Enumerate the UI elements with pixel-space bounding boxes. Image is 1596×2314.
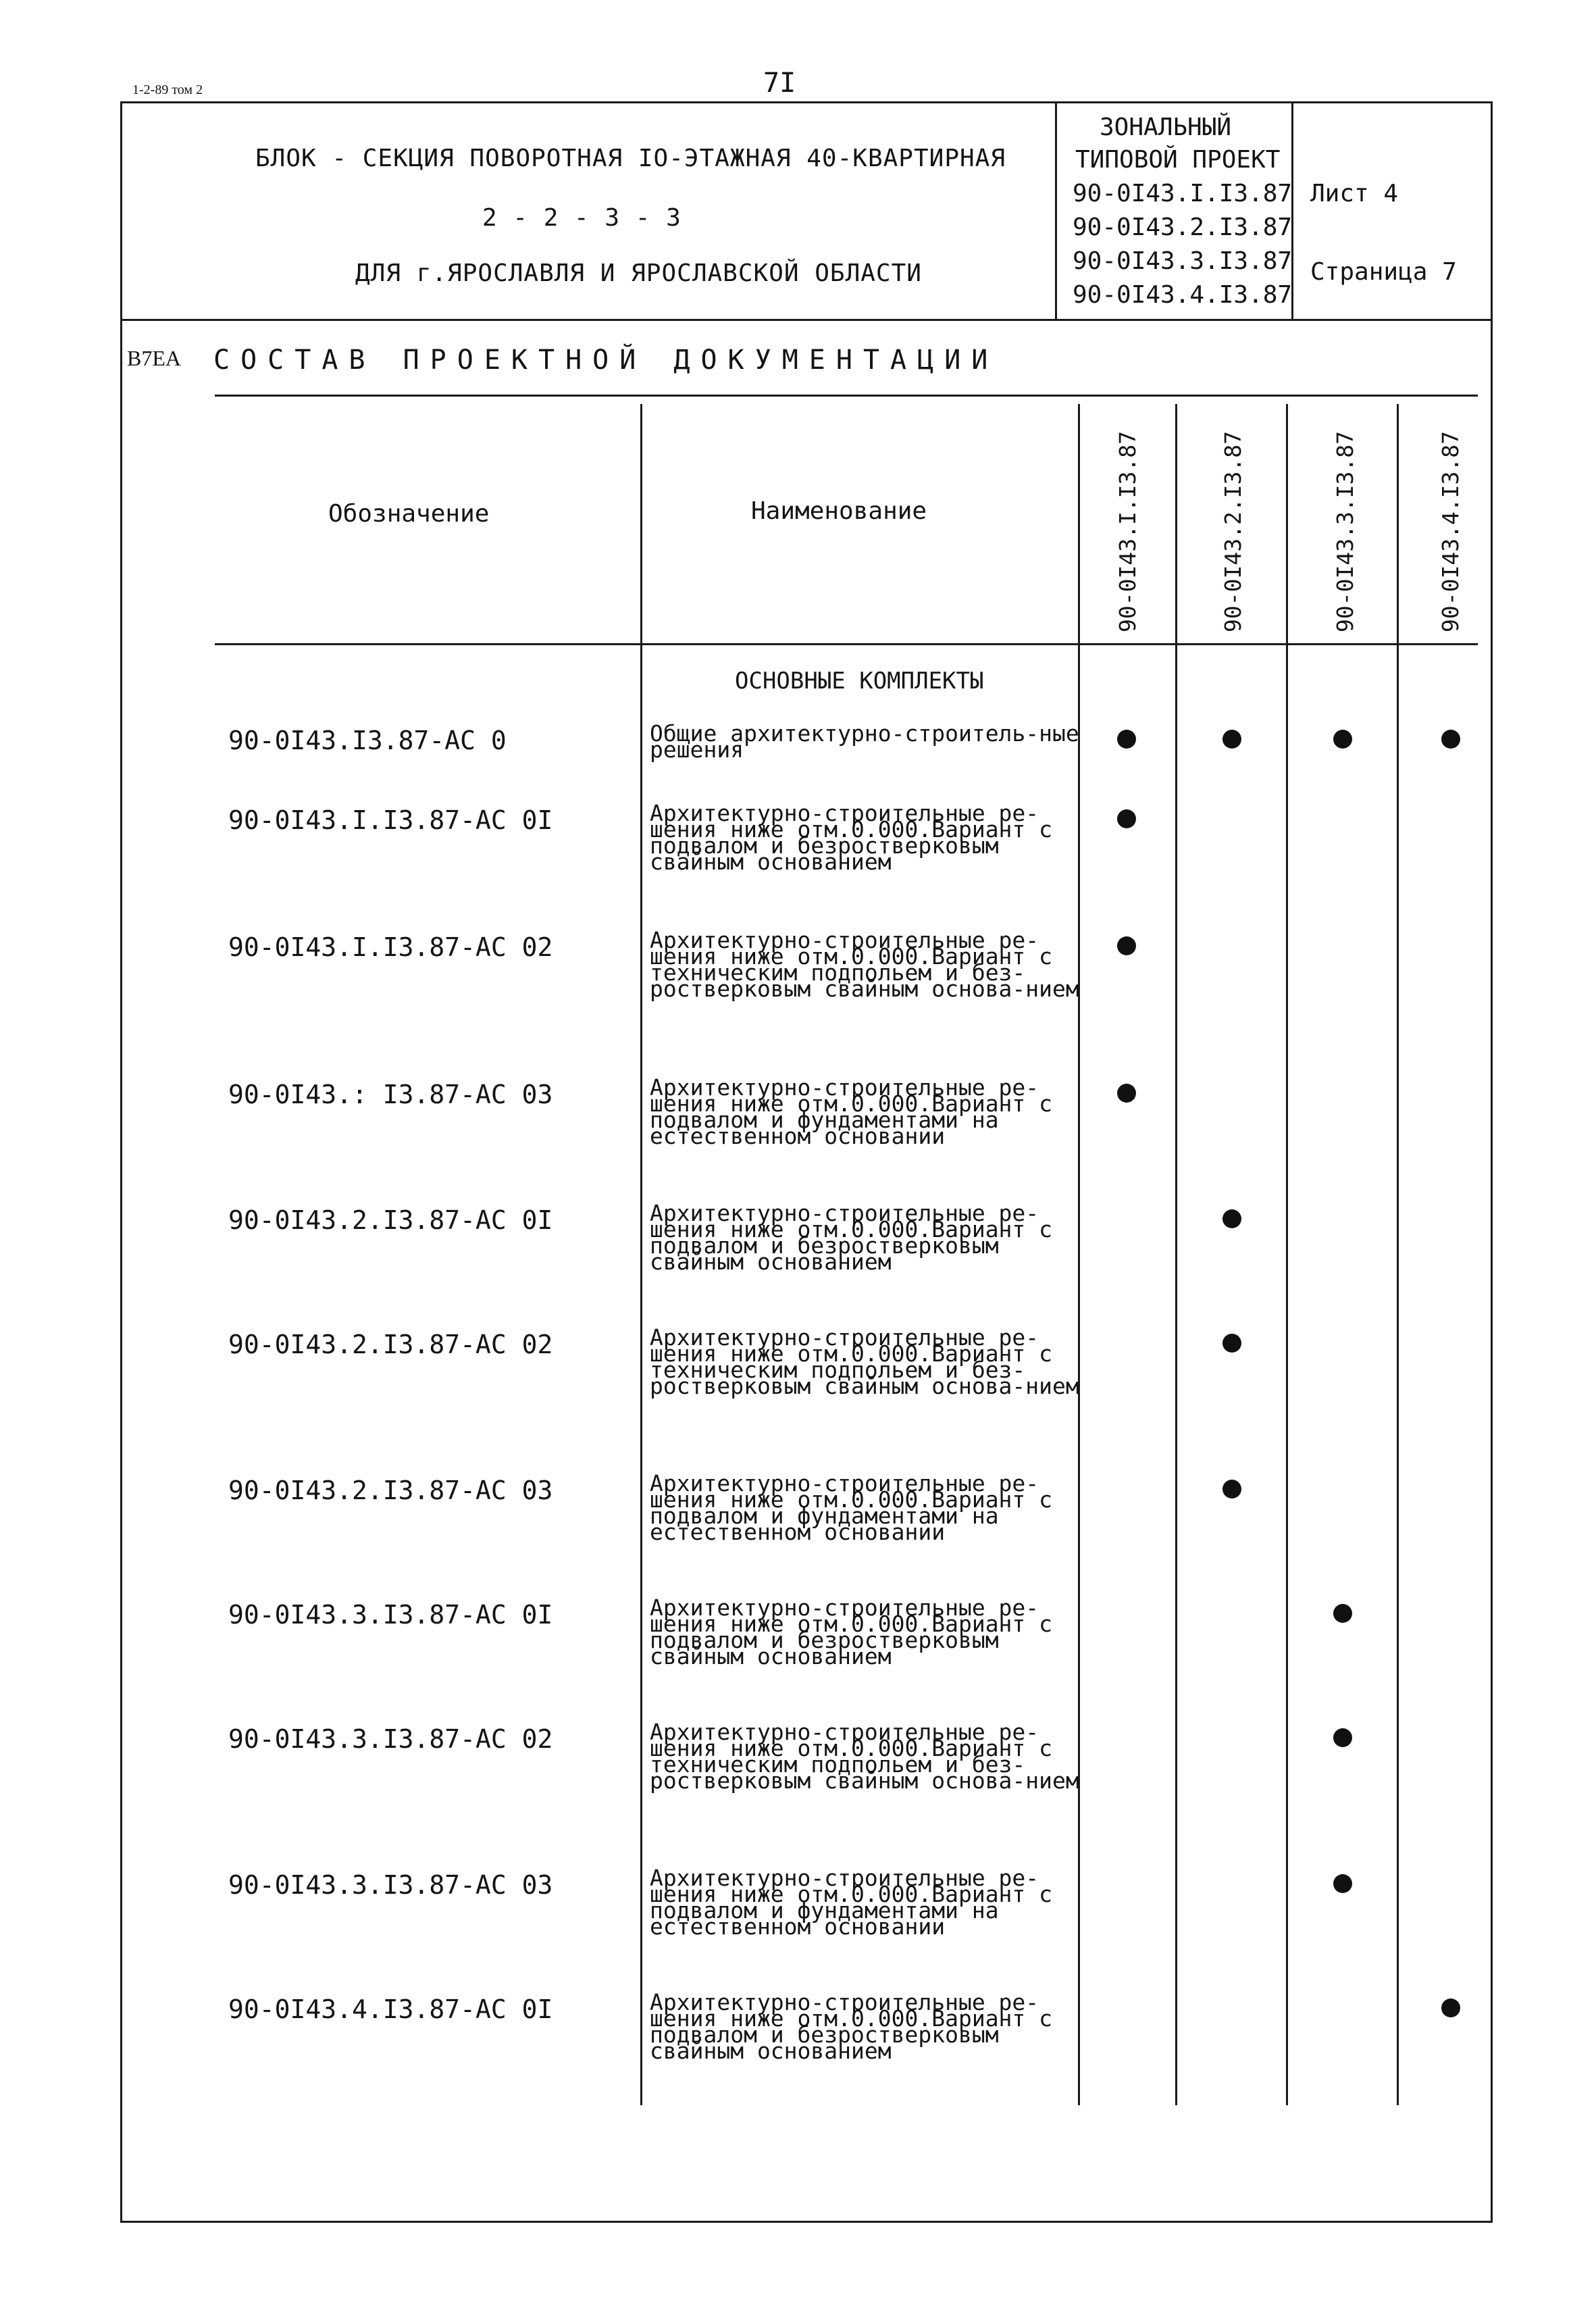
mark-dot <box>1222 730 1241 749</box>
row-3-name: Архитектурно-строительные ре-шения ниже отм.0.000.Вариант с техническим подпольем и без-ростверковым свайным основа-нием <box>650 927 1079 1002</box>
row-7-name: Архитектурно-строительные ре-шения ниже отм.0.000.Вариант с подвалом и фундаментами на естественном основании <box>650 1470 1053 1545</box>
mark-dot <box>1117 809 1136 828</box>
mark-dot <box>1117 1084 1136 1103</box>
mark-dot <box>1441 730 1460 749</box>
mark-dot <box>1222 1334 1241 1353</box>
mark-dot <box>1333 1728 1352 1747</box>
row-8-name: Архитектурно-строительные ре-шения ниже отм.0.000.Вариант с подвалом и безростверковым свайным основанием <box>650 1594 1053 1669</box>
row-6-code: 90-0I43.2.I3.87-АС 02 <box>228 1330 553 1359</box>
row-6-name: Архитектурно-строительные ре-шения ниже отм.0.000.Вариант с техническим подпольем и без-ростверковым свайным основа-нием <box>650 1324 1079 1399</box>
header-variant-1: 90-0I43.I.I3.87 <box>1114 430 1141 632</box>
header-name: Наименование <box>751 497 927 525</box>
title-block-bottom-border <box>120 319 1493 321</box>
title-line-1: БЛОК - СЕКЦИЯ ПОВОРОТНАЯ IO-ЭТАЖНАЯ 40-КВАРТИРНАЯ <box>255 145 1006 172</box>
header-designation: Обозначение <box>328 500 490 528</box>
mark-dot <box>1333 730 1352 749</box>
row-5-code: 90-0I43.2.I3.87-АС 0I <box>228 1205 553 1235</box>
header-variant-3: 90-0I43.3.I3.87 <box>1332 430 1358 632</box>
table-top-border <box>215 395 1478 397</box>
header-variant-4: 90-0I43.4.I3.87 <box>1437 430 1464 632</box>
row-1-code: 90-0I43.I3.87-АС 0 <box>228 726 507 755</box>
row-9-name: Архитектурно-строительные ре-шения ниже отм.0.000.Вариант с техническим подпольем и без-ростверковым свайным основа-нием <box>650 1719 1079 1794</box>
column-divider-v2 <box>1175 404 1177 2105</box>
column-divider-name <box>640 404 642 2105</box>
table-header-border <box>215 643 1478 645</box>
title-line-2: 2 - 2 - 3 - 3 <box>482 204 681 232</box>
row-2-code: 90-0I43.I.I3.87-АС 0I <box>228 805 553 835</box>
title-line-3: ДЛЯ г.ЯРОСЛАВЛЯ И ЯРОСЛАВСКОЙ ОБЛАСТИ <box>355 259 922 287</box>
mark-dot <box>1117 936 1136 955</box>
row-4-name: Архитектурно-строительные ре-шения ниже отм.0.000.Вариант с подвалом и фундаментами на естественном основании <box>650 1074 1053 1149</box>
project-code-2: 90-0I43.2.I3.87 <box>1073 213 1293 241</box>
row-10-code: 90-0I43.3.I3.87-АС 03 <box>228 1870 553 1900</box>
row-11-name: Архитектурно-строительные ре-шения ниже отм.0.000.Вариант с подвалом и безростверковым свайным основанием <box>650 1989 1053 2064</box>
title-block-divider-1 <box>1055 101 1057 319</box>
mark-dot <box>1222 1480 1241 1499</box>
page-number: 7I <box>763 68 796 99</box>
row-2-name: Архитектурно-строительные ре-шения ниже отм.0.000.Вариант с подвалом и безростверковым свайным основанием <box>650 800 1053 875</box>
project-code-4: 90-0I43.4.I3.87 <box>1073 281 1293 309</box>
row-8-code: 90-0I43.3.I3.87-АС 0I <box>228 1600 553 1630</box>
row-10-name: Архитектурно-строительные ре-шения ниже отм.0.000.Вариант с подвалом и фундаментами на естественном основании <box>650 1865 1053 1940</box>
row-7-code: 90-0I43.2.I3.87-АС 03 <box>228 1476 553 1505</box>
section-title: СОСТАВ ПРОЕКТНОЙ ДОКУМЕНТАЦИИ <box>213 345 999 376</box>
group-title: ОСНОВНЫЕ КОМПЛЕКТЫ <box>735 668 984 695</box>
project-label-1: ЗОНАЛЬНЫЙ <box>1100 114 1232 141</box>
section-code: B7EA <box>127 346 181 370</box>
mark-dot <box>1333 1604 1352 1623</box>
mark-dot <box>1117 730 1136 749</box>
mark-dot <box>1333 1874 1352 1893</box>
header-variant-2: 90-0I43.2.I3.87 <box>1220 430 1246 632</box>
project-code-3: 90-0I43.3.I3.87 <box>1073 247 1293 275</box>
project-code-1: 90-0I43.I.I3.87 <box>1073 180 1293 207</box>
page-label: Страница 7 <box>1310 258 1457 286</box>
mark-dot <box>1441 1998 1460 2017</box>
row-3-code: 90-0I43.I.I3.87-АС 02 <box>228 932 553 962</box>
row-5-name: Архитектурно-строительные ре-шения ниже отм.0.000.Вариант с подвалом и безростверковым свайным основанием <box>650 1200 1053 1275</box>
row-11-code: 90-0I43.4.I3.87-АС 0I <box>228 1994 553 2024</box>
row-4-code: 90-0I43.: I3.87-АС 03 <box>228 1080 553 1109</box>
row-9-code: 90-0I43.3.I3.87-АС 02 <box>228 1724 553 1754</box>
column-divider-v4 <box>1397 404 1399 2105</box>
row-1-name: Общие архитектурно-строитель-ные решения <box>650 720 1079 763</box>
mark-dot <box>1222 1209 1241 1228</box>
project-label-2: ТИПОВОЙ ПРОЕКТ <box>1075 146 1281 174</box>
sheet-number: Лист 4 <box>1310 180 1399 207</box>
document-series: 1-2-89 том 2 <box>132 82 203 97</box>
column-divider-v3 <box>1286 404 1288 2105</box>
